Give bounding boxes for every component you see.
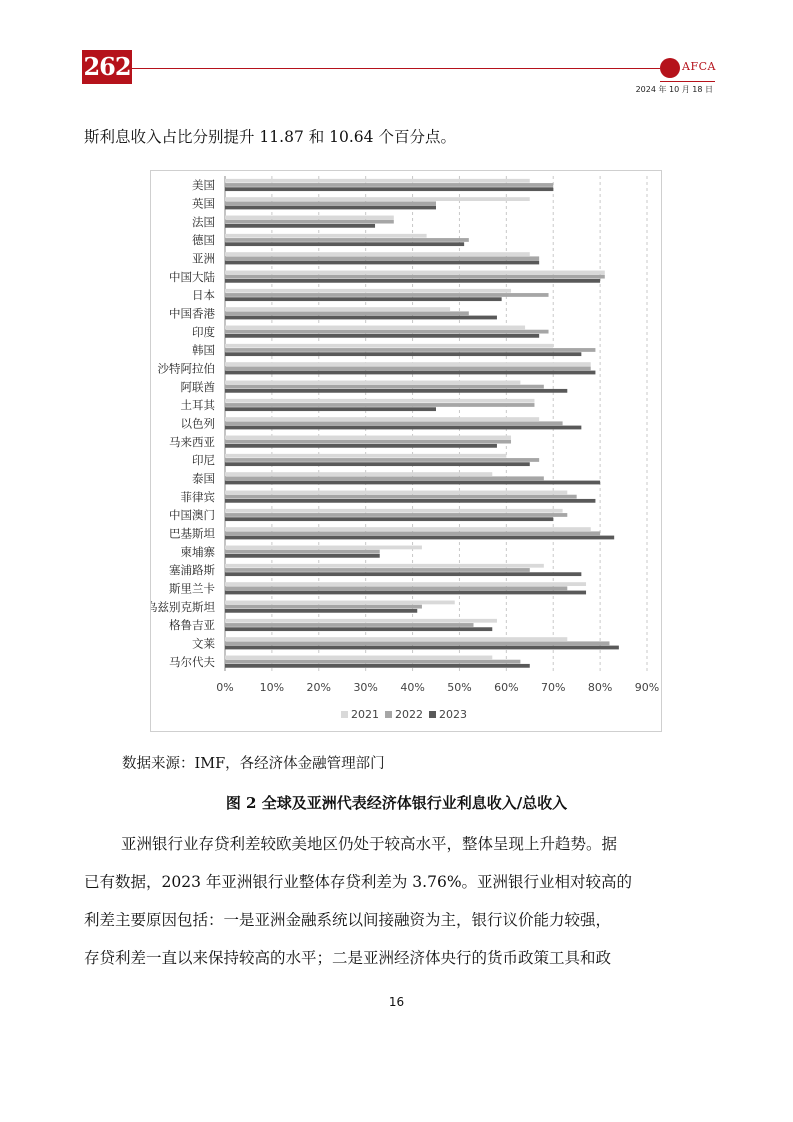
page-number: 16 bbox=[388, 995, 405, 1009]
category-label: 阿联酋 bbox=[180, 379, 215, 394]
top-paragraph: 斯利息收入占比分别提升 11.87 和 10.64 个百分点。 bbox=[84, 128, 456, 146]
bar-2022 bbox=[225, 220, 394, 224]
bar-2022 bbox=[225, 348, 595, 352]
bar-2023 bbox=[225, 609, 417, 613]
bar-2021 bbox=[225, 472, 492, 476]
bar-2021 bbox=[225, 234, 427, 238]
x-tick-label: 90% bbox=[634, 681, 660, 694]
category-label: 日本 bbox=[192, 288, 215, 303]
bar-2022 bbox=[225, 458, 539, 462]
bar-2021 bbox=[225, 271, 605, 275]
category-label: 斯里兰卡 bbox=[169, 581, 215, 596]
legend-label: 2021 bbox=[351, 708, 379, 721]
category-label: 格鲁吉亚 bbox=[169, 618, 215, 633]
bar-2023 bbox=[225, 554, 380, 558]
category-label: 泰国 bbox=[192, 471, 215, 486]
bar-2023 bbox=[225, 426, 581, 430]
bar-2021 bbox=[225, 509, 563, 513]
bar-2023 bbox=[225, 572, 581, 576]
bar-2021 bbox=[225, 491, 567, 495]
bar-2022 bbox=[225, 403, 534, 407]
bar-2021 bbox=[225, 564, 544, 568]
bar-2021 bbox=[225, 307, 450, 311]
bar-2021 bbox=[225, 344, 553, 348]
x-tick-label: 70% bbox=[540, 681, 566, 694]
category-label: 英国 bbox=[192, 196, 215, 211]
chart-frame bbox=[150, 170, 662, 732]
x-tick-label: 10% bbox=[259, 681, 285, 694]
bar-2021 bbox=[225, 527, 591, 531]
category-label: 韩国 bbox=[192, 343, 215, 358]
bar-2023 bbox=[225, 499, 595, 503]
bar-2022 bbox=[225, 440, 511, 444]
source-note: 数据来源：IMF，各经济体金融管理部门 bbox=[122, 756, 385, 772]
bar-2023 bbox=[225, 389, 567, 393]
x-tick-label: 0% bbox=[216, 681, 234, 694]
x-tick-label: 30% bbox=[353, 681, 378, 694]
bar-2022 bbox=[225, 311, 469, 315]
bar-2023 bbox=[225, 444, 497, 448]
x-tick-label: 50% bbox=[447, 681, 472, 694]
x-tick-label: 40% bbox=[400, 681, 425, 694]
bar-2021 bbox=[225, 216, 394, 220]
bar-2023 bbox=[225, 646, 619, 650]
category-label: 巴基斯坦 bbox=[169, 526, 215, 541]
bar-2021 bbox=[225, 326, 525, 330]
header-rule bbox=[132, 68, 660, 69]
bar-2022 bbox=[225, 476, 544, 480]
legend-label: 2022 bbox=[395, 708, 423, 721]
bar-2021 bbox=[225, 436, 511, 440]
bar-2023 bbox=[225, 242, 464, 246]
category-label: 以色列 bbox=[180, 416, 215, 431]
logo-text: AFCA bbox=[682, 60, 716, 73]
header-rule-short bbox=[660, 81, 715, 82]
category-label: 亚洲 bbox=[192, 251, 215, 266]
bar-2021 bbox=[225, 417, 539, 421]
bar-2022 bbox=[225, 513, 567, 517]
afca-logo bbox=[660, 58, 716, 80]
category-label: 中国香港 bbox=[169, 306, 215, 321]
category-label: 沙特阿拉伯 bbox=[157, 361, 215, 376]
bar-2023 bbox=[225, 297, 502, 301]
legend-swatch bbox=[429, 711, 436, 718]
category-label: 印尼 bbox=[192, 453, 215, 468]
bar-2023 bbox=[225, 591, 586, 595]
bar-2021 bbox=[225, 454, 506, 458]
bar-2023 bbox=[225, 627, 492, 631]
bar-2022 bbox=[225, 550, 380, 554]
bar-2023 bbox=[225, 664, 530, 668]
bar-2022 bbox=[225, 366, 591, 370]
body-line: 亚洲银行业存贷利差较欧美地区仍处于较高水平，整体呈现上升趋势。据 bbox=[121, 835, 618, 853]
figure-title: 图 2 全球及亚洲代表经济体银行业利息收入/总收入 bbox=[225, 794, 568, 812]
x-tick-label: 80% bbox=[587, 681, 613, 694]
bar-2022 bbox=[225, 256, 539, 260]
bar-2023 bbox=[225, 279, 600, 283]
bar-2021 bbox=[225, 582, 586, 586]
bar-2023 bbox=[225, 334, 539, 338]
category-label: 塞浦路斯 bbox=[169, 563, 215, 578]
bar-2022 bbox=[225, 183, 553, 187]
bar-2023 bbox=[225, 352, 581, 356]
bar-2021 bbox=[225, 546, 422, 550]
category-label: 文莱 bbox=[192, 636, 215, 651]
legend-label: 2023 bbox=[439, 708, 467, 721]
bar-2021 bbox=[225, 601, 455, 605]
bar-2023 bbox=[225, 407, 436, 411]
category-label: 中国大陆 bbox=[169, 269, 215, 284]
bar-2021 bbox=[225, 362, 591, 366]
body-line: 存贷利差一直以来保持较高的水平；二是亚洲经济体央行的货币政策工具和政 bbox=[84, 949, 612, 967]
bar-2022 bbox=[225, 623, 474, 627]
bar-2023 bbox=[225, 536, 614, 540]
category-label: 菲律宾 bbox=[180, 489, 215, 504]
x-tick-label: 60% bbox=[494, 681, 519, 694]
bar-2023 bbox=[225, 224, 375, 228]
bar-2023 bbox=[225, 462, 530, 466]
bar-2022 bbox=[225, 531, 600, 535]
bar-2022 bbox=[225, 201, 436, 205]
bar-2023 bbox=[225, 371, 595, 375]
bar-2023 bbox=[225, 187, 553, 191]
bar-chart bbox=[151, 171, 661, 731]
bar-2023 bbox=[225, 481, 600, 485]
category-label: 马来西亚 bbox=[169, 434, 215, 449]
category-label: 德国 bbox=[192, 233, 215, 248]
category-label: 法国 bbox=[192, 214, 215, 229]
bar-2023 bbox=[225, 206, 436, 210]
page-badge: 262 bbox=[82, 50, 132, 84]
category-label: 乌兹别克斯坦 bbox=[151, 599, 215, 614]
category-label: 柬埔寨 bbox=[180, 544, 215, 559]
bar-2021 bbox=[225, 289, 511, 293]
bar-2022 bbox=[225, 275, 605, 279]
category-label: 美国 bbox=[192, 178, 215, 193]
bar-2022 bbox=[225, 660, 520, 664]
bar-2021 bbox=[225, 381, 520, 385]
category-label: 马尔代夫 bbox=[169, 654, 215, 669]
bar-2022 bbox=[225, 641, 609, 645]
bar-2022 bbox=[225, 495, 577, 499]
bar-2022 bbox=[225, 586, 567, 590]
bar-2021 bbox=[225, 637, 567, 641]
bar-2021 bbox=[225, 656, 492, 660]
x-tick-label: 20% bbox=[306, 681, 332, 694]
bar-2022 bbox=[225, 568, 530, 572]
afca-logo-icon bbox=[660, 58, 680, 78]
bar-2021 bbox=[225, 252, 530, 256]
header-date: 2024 年 10 月 18 日 bbox=[635, 85, 713, 94]
bar-2022 bbox=[225, 330, 549, 334]
bar-2022 bbox=[225, 238, 469, 242]
bar-2021 bbox=[225, 179, 530, 183]
bar-2022 bbox=[225, 605, 422, 609]
bar-2022 bbox=[225, 293, 549, 297]
bar-2021 bbox=[225, 399, 534, 403]
category-label: 印度 bbox=[192, 324, 215, 339]
body-line: 已有数据，2023 年亚洲银行业整体存贷利差为 3.76%。亚洲银行业相对较高的 bbox=[84, 873, 633, 891]
legend-swatch bbox=[385, 711, 392, 718]
bar-2023 bbox=[225, 316, 497, 320]
body-line: 利差主要原因包括：一是亚洲金融系统以间接融资为主，银行议价能力较强， bbox=[84, 911, 612, 929]
bar-2021 bbox=[225, 619, 497, 623]
bar-2021 bbox=[225, 197, 530, 201]
category-label: 土耳其 bbox=[180, 398, 215, 413]
bar-2023 bbox=[225, 261, 539, 265]
bar-2022 bbox=[225, 421, 563, 425]
bar-2023 bbox=[225, 517, 553, 521]
legend-swatch bbox=[341, 711, 348, 718]
bar-2022 bbox=[225, 385, 544, 389]
category-label: 中国澳门 bbox=[169, 508, 215, 523]
